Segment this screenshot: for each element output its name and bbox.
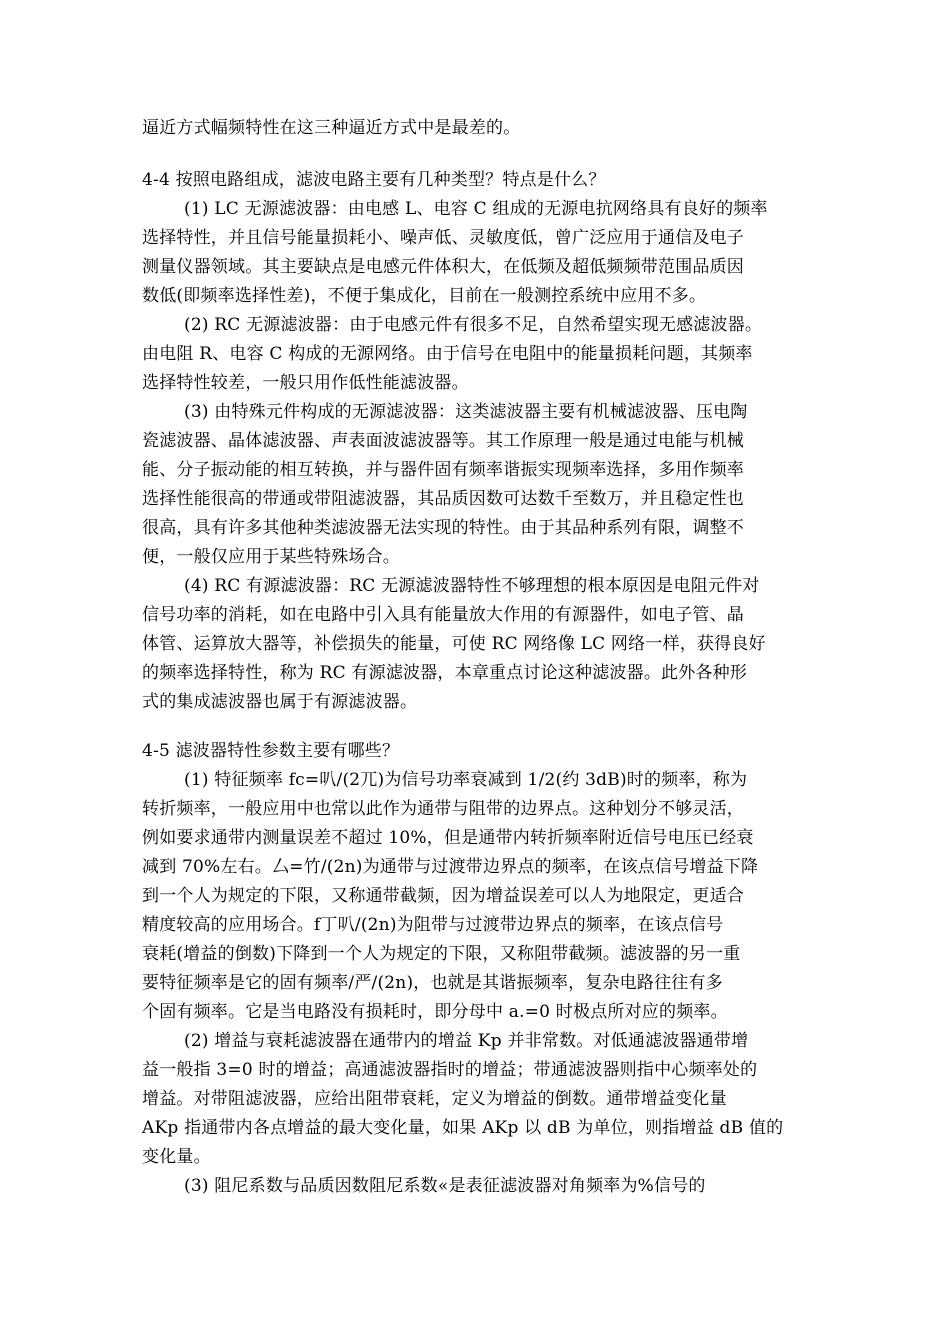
paragraph-line: (3) 阻尼系数与品质因数阻尼系数«是表征滤波器对角频率为%信号的 — [184, 1176, 706, 1196]
paragraph-line: AKp 指通带内各点增益的最大变化量，如果 AKp 以 dB 为单位，则指增益 dB 值的 — [142, 1118, 784, 1138]
intro-line: 逼近方式幅频特性在这三种逼近方式中是最差的。 — [142, 118, 521, 138]
paragraph-line: 精度较高的应用场合。f丁叭/(2n)为阻带与过渡带边界点的频率，在该点信号 — [142, 915, 724, 935]
paragraph-line: (1) 特征频率 fc=叭/(2兀)为信号功率衰减到 1/2(约 3dB)时的频率，称为 — [184, 770, 748, 790]
paragraph-line: 减到 70%左右。厶=竹/(2n)为通带与过渡带边界点的频率，在该点信号增益下降 — [142, 857, 759, 877]
paragraph-line: 选择性能很高的带通或带阻滤波器，其品质因数可达数千至数万，并且稳定性也 — [142, 489, 744, 509]
paragraph-line: (2) RC 无源滤波器：由于电感元件有很多不足，自然希望实现无感滤波器。 — [184, 315, 763, 335]
paragraph-line: 转折频率，一般应用中也常以此作为通带与阻带的边界点。这种划分不够灵活， — [142, 799, 744, 819]
paragraph-line: 由电阻 R、电容 C 构成的无源网络。由于信号在电阻中的能量损耗问题，其频率 — [142, 344, 753, 364]
paragraph-line: 例如要求通带内测量误差不超过 10%，但是通带内转折频率附近信号电压已经衰 — [142, 828, 754, 848]
paragraph-line: 测量仪器领域。其主要缺点是电感元件体积大，在低频及超低频频带范围品质因 — [142, 257, 744, 277]
paragraph-line: 益一般指 3=0 时的增益；高通滤波器指时的增益；带通滤波器则指中心频率处的 — [142, 1060, 758, 1080]
paragraph-line: 衰耗(增益的倒数)下降到一个人为规定的下限，又称阻带截频。滤波器的另一重 — [142, 944, 741, 964]
paragraph-line: 数低(即频率选择性差)，不便于集成化，目前在一般测控系统中应用不多。 — [142, 286, 707, 306]
section-heading-4-5: 4-5 滤波器特性参数主要有哪些？ — [142, 741, 400, 761]
paragraph-line: (3) 由特殊元件构成的无源滤波器：这类滤波器主要有机械滤波器、压电陶 — [184, 402, 748, 422]
paragraph-line: 选择特性，并且信号能量损耗小、噪声低、灵敏度低，曾广泛应用于通信及电子 — [142, 228, 744, 248]
paragraph-line: 到一个人为规定的下限，又称通带截频，因为增益误差可以人为地限定，更适合 — [142, 886, 744, 906]
section-heading-4-4: 4-4 按照电路组成，滤波电路主要有几种类型？特点是什么？ — [142, 170, 606, 190]
paragraph-line: 瓷滤波器、晶体滤波器、声表面波滤波器等。其工作原理一般是通过电能与机械 — [142, 431, 744, 451]
paragraph-line: 个固有频率。它是当电路没有损耗时，即分母中 a.=0 时极点所对应的频率。 — [142, 1002, 728, 1022]
paragraph-line: 增益。对带阻滤波器，应给出阻带衰耗，定义为增益的倒数。通带增益变化量 — [142, 1089, 727, 1109]
paragraph-line: 信号功率的消耗，如在电路中引入具有能量放大作用的有源器件，如电子管、晶 — [142, 605, 744, 625]
paragraph-line: 能、分子振动能的相互转换，并与器件固有频率谐振实现频率选择，多用作频率 — [142, 460, 744, 480]
paragraph-line: (4) RC 有源滤波器：RC 无源滤波器特性不够理想的根本原因是电阻元件对 — [184, 576, 760, 596]
paragraph-line: (2) 增益与衰耗滤波器在通带内的增益 Kp 并非常数。对低通滤波器通带增 — [184, 1031, 749, 1051]
paragraph-line: 很高，具有许多其他种类滤波器无法实现的特性。由于其品种系列有限，调整不 — [142, 518, 744, 538]
paragraph-line: 要特征频率是它的固有频率/严/(2n)，也就是其谐振频率，复杂电路往往有多 — [142, 973, 723, 993]
paragraph-line: 变化量。 — [142, 1147, 211, 1167]
paragraph-line: 的频率选择特性，称为 RC 有源滤波器，本章重点讨论这种滤波器。此外各种形 — [142, 663, 748, 683]
paragraph-line: 体管、运算放大器等，补偿损失的能量，可使 RC 网络像 LC 网络一样，获得良好 — [142, 634, 766, 654]
paragraph-line: 式的集成滤波器也属于有源滤波器。 — [142, 692, 418, 712]
paragraph-line: 便，一般仅应用于某些特殊场合。 — [142, 547, 400, 567]
paragraph-line: 选择特性较差，一般只用作低性能滤波器。 — [142, 373, 469, 393]
paragraph-line: (1) LC 无源滤波器：由电感 L、电容 C 组成的无源电抗网络具有良好的频率 — [184, 199, 768, 219]
